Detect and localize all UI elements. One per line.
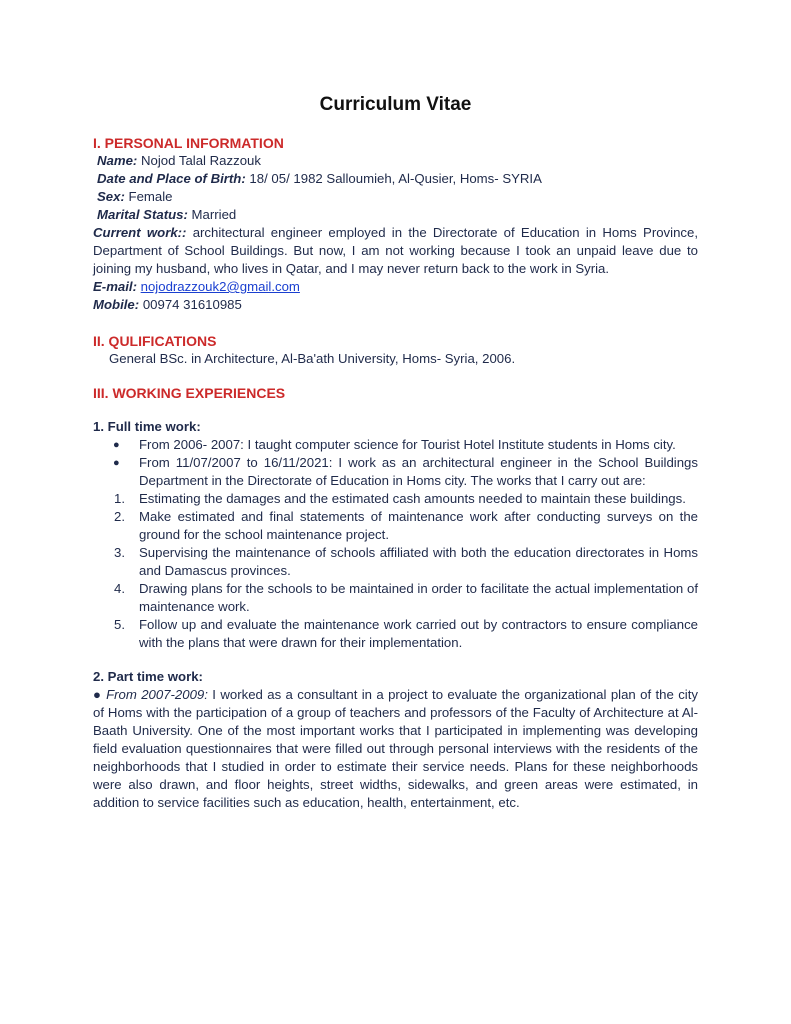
marital-label: Marital Status: <box>97 207 188 222</box>
task-text: Supervising the maintenance of schools affiliated with both the education directorates in Homs and Damascus provinces. <box>139 545 698 578</box>
marital-row <box>93 206 698 224</box>
full-time-bullets <box>93 436 698 490</box>
dob-label: Date and Place of Birth: <box>97 171 246 186</box>
task-number: 1. <box>114 491 125 506</box>
part-time-period: From 2007-2009: <box>106 687 208 702</box>
current-work-label: Current work:: <box>93 225 187 240</box>
list-item <box>93 580 698 616</box>
bullet-icon: ● <box>93 687 102 702</box>
name-value: Nojod Talal Razzouk <box>137 153 261 168</box>
mobile-value: 00974 31610985 <box>139 297 242 312</box>
part-time-paragraph <box>93 686 698 812</box>
bullet-text: From 11/07/2007 to 16/11/2021: I work as an architectural engineer in the School Buildings Department in the Directorate of Education in Homs city. The works that I carry out are: <box>139 455 698 488</box>
bullet-icon: ● <box>113 457 120 469</box>
mobile-row <box>93 296 698 314</box>
task-number: 4. <box>114 581 125 596</box>
current-work-row <box>93 224 698 278</box>
current-work-value: architectural engineer employed in the Directorate of Education in Homs Province, Department of School Buildings. But now, I am not working because I took an unpaid leave due to joining my husband, who lives in Qatar, and I may never return back to the work in Syria. <box>93 225 698 276</box>
task-text: Make estimated and final statements of maintenance work after conducting surveys on the ground for the school maintenance project. <box>139 509 698 542</box>
dob-row <box>93 170 698 188</box>
list-item <box>93 490 698 508</box>
sex-label: Sex: <box>97 189 125 204</box>
dob-value: 18/ 05/ 1982 Salloumieh, Al-Qusier, Homs- SYRIA <box>245 171 542 186</box>
cv-content <box>93 134 698 812</box>
section-heading-personal: I. PERSONAL INFORMATION <box>93 135 284 151</box>
sex-row <box>93 188 698 206</box>
name-label: Name: <box>97 153 138 168</box>
task-text: Estimating the damages and the estimated cash amounts needed to maintain these buildings. <box>139 491 686 506</box>
qualification-text: General BSc. in Architecture, Al-Ba'ath University, Homs- Syria, 2006. <box>109 351 516 366</box>
part-time-text: I worked as a consultant in a project to evaluate the organizational plan of the city of Homs with the participation of a group of teachers and professors of the Faculty of Architecture at Al-Baath University. One of the most important works that I participated in implementing was developing field evaluation questionnaires that were filled out through personal interviews with the residents of the neighborhoods that I studied in order to estimate their service needs. Plans for these neighborhoods were also drawn, and floor heights, street widths, sidewalks, and green areas were estimated, in addition to service facilities such as education, health, entertainment, etc. <box>93 687 698 810</box>
list-item <box>93 508 698 544</box>
full-time-heading: 1. Full time work: <box>93 419 201 434</box>
part-time-heading: 2. Part time work: <box>93 669 203 684</box>
marital-value: Married <box>187 207 237 222</box>
document-title: Curriculum Vitae <box>319 94 472 115</box>
name-row <box>93 152 698 170</box>
email-label: E-mail: <box>93 279 137 294</box>
mobile-label: Mobile: <box>93 297 140 312</box>
section-heading-qualifications: II. QULIFICATIONS <box>93 333 217 349</box>
task-text: Drawing plans for the schools to be maintained in order to facilitate the actual implementation of maintenance work. <box>139 581 698 614</box>
list-item <box>93 454 698 490</box>
bullet-text: From 2006- 2007: I taught computer science for Tourist Hotel Institute students in Homs city. <box>139 437 676 452</box>
task-text: Follow up and evaluate the maintenance work carried out by contractors to ensure compliance with the plans that were drawn for their implementation. <box>139 617 698 650</box>
email-row <box>93 278 698 296</box>
section-heading-experience: III. WORKING EXPERIENCES <box>93 385 286 401</box>
full-time-tasks <box>93 490 698 652</box>
list-item <box>93 544 698 580</box>
task-number: 2. <box>114 509 125 524</box>
email-link[interactable]: nojodrazzouk2@gmail.com <box>140 279 300 294</box>
task-number: 5. <box>114 617 125 632</box>
sex-value: Female <box>124 189 173 204</box>
list-item <box>93 616 698 652</box>
task-number: 3. <box>114 545 125 560</box>
list-item <box>93 436 698 454</box>
bullet-icon: ● <box>113 439 120 451</box>
